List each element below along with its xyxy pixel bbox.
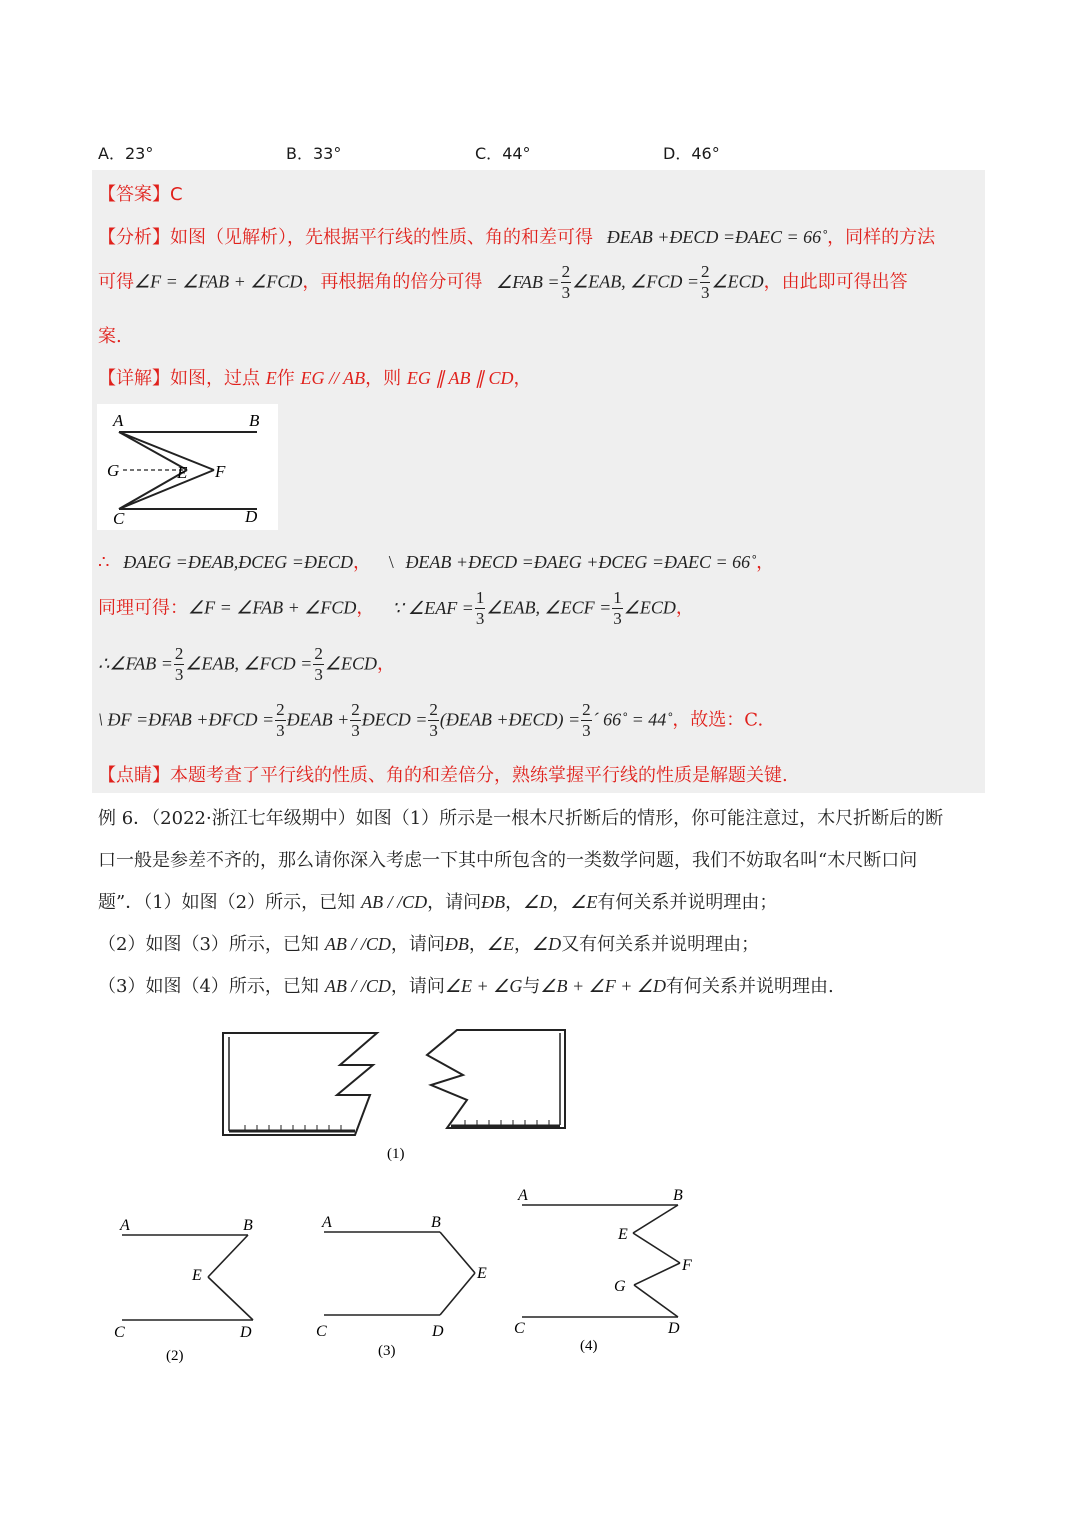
svg-text:D: D [668, 1320, 680, 1337]
example-line-4: （2）如图（3）所示，已知 AB / /CD，请问ÐB，∠E，∠D又有何关系并说明理由； [98, 934, 760, 955]
figure-parallel-lines [97, 404, 278, 530]
detail-line: 【详解】如图，过点 E作 EG // AB，则 EG ∥ AB ∥ CD， [98, 368, 532, 389]
comment-line: 【点睛】本题考查了平行线的性质、角的和差倍分，熟练掌握平行线的性质是解题关键. [98, 765, 788, 786]
ruler-left-piece [223, 1033, 377, 1135]
svg-text:E: E [477, 1265, 487, 1282]
label-e: E [177, 463, 188, 482]
analysis-line-1: 【分析】如图（见解析），先根据平行线的性质、角的和差可得 ÐEAB +ÐECD =ÐAEC = 66˚，同样的方法 [98, 227, 936, 248]
figure-broken-ruler [215, 1025, 575, 1170]
svg-text:D: D [432, 1323, 444, 1340]
option-d: D．46° [663, 144, 720, 163]
analysis-line-3: 案. [98, 326, 122, 347]
svg-text:A: A [518, 1187, 528, 1204]
label-g: G [107, 461, 120, 480]
option-a: A．23° [98, 144, 154, 163]
answer-line: 【答案】C [98, 184, 183, 205]
example-line-2: 口一般是参差不齐的，那么请你深入考虑一下其中所包含的一类数学问题，我们不妨取名叫“木尺断口问 [98, 850, 918, 871]
svg-text:F: F [682, 1257, 692, 1274]
step-2: 同理可得：∠F = ∠FAB + ∠FCD， ∵ ∠EAF = $\frac{1}{3}$ ∠EAB, ∠ECF = $\frac{1}{3}$ ∠ECD， [98, 588, 694, 628]
svg-text:B: B [431, 1214, 441, 1231]
svg-text:B: B [243, 1217, 253, 1234]
label-c: C [113, 509, 125, 528]
label-d: D [245, 507, 258, 526]
figure-2 [110, 1210, 270, 1370]
svg-text:E: E [192, 1267, 202, 1284]
step-1: ∴ ÐAEG =ÐEAB,ÐCEG =ÐECD， \ ÐEAB +ÐECD =ÐAEG +ÐCEG =ÐAEC = 66˚， [98, 552, 775, 573]
ruler-right-piece [427, 1030, 565, 1128]
svg-text:C: C [316, 1323, 327, 1340]
step-4: \ ÐF =ÐFAB +ÐFCD = $\frac{2}{3}$ ÐEAB + $\frac{2}{3}$ ÐECD = $\frac{2}{3}$ (ÐEAB +ÐECD) = $\frac{2}{3}$ ´ 66˚ = 44˚，故选：C. [98, 700, 764, 740]
figure-3 [310, 1205, 500, 1365]
analysis-line-2: 可得∠F = ∠FAB + ∠FCD，再根据角的倍分可得 ∠FAB = $\frac{2}{3}$ ∠EAB, ∠FCD = $\frac{2}{3}$ ∠ECD，由此即可得出答 [98, 262, 908, 302]
example-line-3: 题”．（1）如图（2）所示，已知 AB / /CD，请问ÐB，∠D，∠E有何关系并说明理由； [98, 892, 778, 913]
option-b: B．33° [286, 144, 342, 163]
caption-1: (1) [387, 1146, 405, 1162]
label-a: A [113, 411, 124, 430]
label-f: F [215, 462, 226, 481]
svg-text:B: B [673, 1187, 683, 1204]
svg-text:E: E [618, 1226, 628, 1243]
figure-4 [510, 1185, 710, 1360]
svg-text:G: G [614, 1278, 626, 1295]
step-3: ∴∠FAB = $\frac{2}{3}$ ∠EAB, ∠FCD = $\frac{2}{3}$ ∠ECD， [98, 644, 395, 684]
example-line-1: 例 6．（2022·浙江七年级期中）如图（1）所示是一根木尺折断后的情形，你可能注意过，木尺折断后的断 [98, 808, 944, 829]
svg-text:A: A [322, 1214, 332, 1231]
label-b: B [249, 411, 260, 430]
svg-text:C: C [514, 1320, 525, 1337]
svg-text:(3): (3) [378, 1343, 396, 1359]
example-line-5: （3）如图（4）所示，已知 AB / /CD，请问∠E + ∠G与∠B + ∠F + ∠D有何关系并说明理由. [98, 976, 834, 997]
svg-text:(2): (2) [166, 1348, 184, 1364]
svg-text:(4): (4) [580, 1338, 598, 1354]
svg-text:A: A [120, 1217, 130, 1234]
option-c: C．44° [475, 144, 531, 163]
svg-text:D: D [240, 1324, 252, 1341]
svg-text:C: C [114, 1324, 125, 1341]
